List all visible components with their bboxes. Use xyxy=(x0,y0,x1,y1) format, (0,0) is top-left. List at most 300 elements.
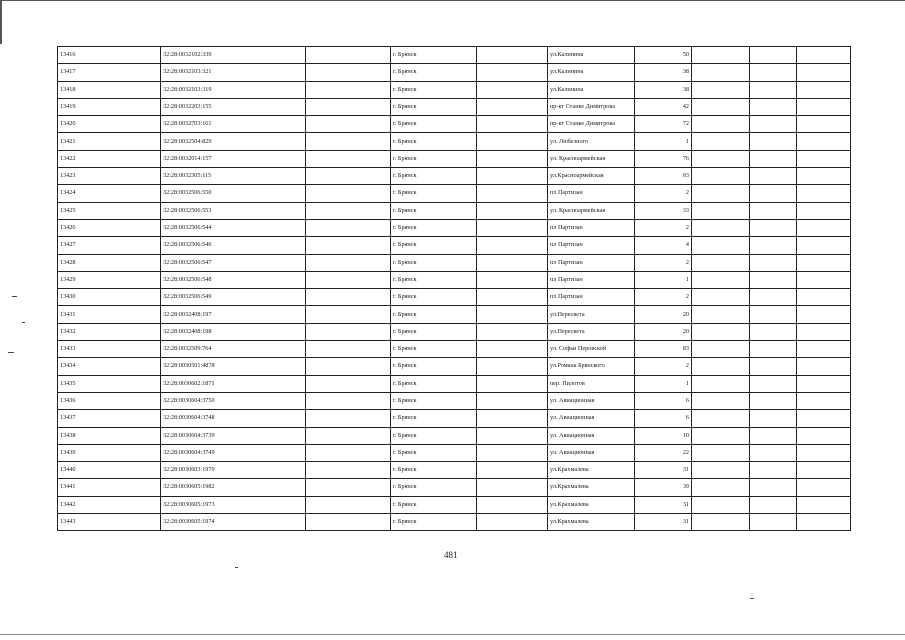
house-number-cell: 76 xyxy=(635,150,692,167)
house-number-cell: 20 xyxy=(635,323,692,340)
table-row xyxy=(58,444,851,461)
empty-cell xyxy=(477,392,548,409)
empty-cell xyxy=(797,323,851,340)
empty-cell xyxy=(306,358,391,375)
empty-cell xyxy=(477,496,548,513)
cadastral-number-cell: 32:28:0032203:155 xyxy=(161,98,306,115)
street-cell: ул.Крахмалева xyxy=(548,514,635,531)
empty-cell xyxy=(750,306,797,323)
empty-cell xyxy=(306,133,391,150)
table-row xyxy=(58,358,851,375)
empty-cell xyxy=(797,289,851,306)
house-number-cell: 4 xyxy=(635,237,692,254)
record-number-cell: 13439 xyxy=(58,444,161,461)
record-number-cell: 13443 xyxy=(58,514,161,531)
city-cell: г. Брянск xyxy=(391,427,477,444)
empty-cell xyxy=(477,462,548,479)
empty-cell xyxy=(306,306,391,323)
empty-cell xyxy=(306,47,391,64)
street-cell: ул.Крахмалева xyxy=(548,496,635,513)
house-number-cell: 42 xyxy=(635,98,692,115)
empty-cell xyxy=(797,479,851,496)
empty-cell xyxy=(306,185,391,202)
street-cell: пр-кт Станке Димитрова xyxy=(548,116,635,133)
record-number-cell: 13417 xyxy=(58,64,161,81)
street-cell: пл Партизан xyxy=(548,185,635,202)
empty-cell xyxy=(692,341,750,358)
register-table xyxy=(57,46,851,531)
empty-cell xyxy=(750,341,797,358)
cadastral-number-cell: 32:28:0032102:339 xyxy=(161,47,306,64)
house-number-cell: 31 xyxy=(635,514,692,531)
cadastral-number-cell: 32:28:0032408:198 xyxy=(161,323,306,340)
empty-cell xyxy=(692,306,750,323)
city-cell: г. Брянск xyxy=(391,150,477,167)
cadastral-number-cell: 32:28:0032014:157 xyxy=(161,150,306,167)
empty-cell xyxy=(750,64,797,81)
record-number-cell: 13424 xyxy=(58,185,161,202)
city-cell: г. Брянск xyxy=(391,116,477,133)
empty-cell xyxy=(692,462,750,479)
city-cell: г. Брянск xyxy=(391,306,477,323)
empty-cell xyxy=(692,375,750,392)
record-number-cell: 13430 xyxy=(58,289,161,306)
city-cell: г. Брянск xyxy=(391,289,477,306)
table-row xyxy=(58,289,851,306)
empty-cell xyxy=(306,341,391,358)
house-number-cell: 2 xyxy=(635,289,692,306)
empty-cell xyxy=(306,410,391,427)
table-row xyxy=(58,271,851,288)
cadastral-number-cell: 32:28:0032703:161 xyxy=(161,116,306,133)
empty-cell xyxy=(477,341,548,358)
empty-cell xyxy=(750,289,797,306)
street-cell: ул. Авиационная xyxy=(548,444,635,461)
empty-cell xyxy=(477,410,548,427)
house-number-cell: 2 xyxy=(635,254,692,271)
empty-cell xyxy=(306,479,391,496)
street-cell: ул.Калинина xyxy=(548,81,635,98)
empty-cell xyxy=(797,306,851,323)
street-cell: ул.Красноармейская xyxy=(548,168,635,185)
empty-cell xyxy=(750,98,797,115)
empty-cell xyxy=(750,514,797,531)
record-number-cell: 13419 xyxy=(58,98,161,115)
empty-cell xyxy=(750,219,797,236)
city-cell: г. Брянск xyxy=(391,202,477,219)
cadastral-number-cell: 32:28:0030603:1970 xyxy=(161,462,306,479)
cadastral-number-cell: 32:28:0032509:764 xyxy=(161,341,306,358)
empty-cell xyxy=(797,254,851,271)
table-row xyxy=(58,98,851,115)
table-row xyxy=(58,133,851,150)
table-row xyxy=(58,410,851,427)
house-number-cell: 1 xyxy=(635,271,692,288)
empty-cell xyxy=(750,271,797,288)
scan-speck xyxy=(12,296,17,297)
city-cell: г. Брянск xyxy=(391,185,477,202)
house-number-cell: 50 xyxy=(635,47,692,64)
empty-cell xyxy=(306,462,391,479)
empty-cell xyxy=(477,150,548,167)
empty-cell xyxy=(750,462,797,479)
empty-cell xyxy=(750,237,797,254)
city-cell: г. Брянск xyxy=(391,358,477,375)
record-number-cell: 13426 xyxy=(58,219,161,236)
city-cell: г. Брянск xyxy=(391,98,477,115)
table-row xyxy=(58,150,851,167)
street-cell: ул.Калинина xyxy=(548,47,635,64)
empty-cell xyxy=(477,479,548,496)
empty-cell xyxy=(750,116,797,133)
cadastral-number-cell: 32:28:0032506:547 xyxy=(161,254,306,271)
empty-cell xyxy=(477,64,548,81)
empty-cell xyxy=(692,81,750,98)
house-number-cell: 38 xyxy=(635,64,692,81)
cadastral-number-cell: 32:28:0030604:3739 xyxy=(161,427,306,444)
house-number-cell: 22 xyxy=(635,444,692,461)
empty-cell xyxy=(750,444,797,461)
cadastral-number-cell: 32:28:0030602:1871 xyxy=(161,375,306,392)
empty-cell xyxy=(750,202,797,219)
scan-speck xyxy=(235,567,238,568)
record-number-cell: 13432 xyxy=(58,323,161,340)
empty-cell xyxy=(750,427,797,444)
street-cell: ул. Софьи Перовской xyxy=(548,341,635,358)
empty-cell xyxy=(692,64,750,81)
scan-edge-top xyxy=(0,0,905,1)
scan-speck xyxy=(22,322,25,323)
cadastral-number-cell: 32:28:0032506:550 xyxy=(161,185,306,202)
cadastral-number-cell: 32:28:0032103:321 xyxy=(161,64,306,81)
cadastral-number-cell: 32:28:0030604:3750 xyxy=(161,392,306,409)
table-row xyxy=(58,496,851,513)
scan-edge-bottom xyxy=(0,634,905,635)
cadastral-number-cell: 32:28:0032504:829 xyxy=(161,133,306,150)
empty-cell xyxy=(477,219,548,236)
empty-cell xyxy=(692,323,750,340)
table-row xyxy=(58,479,851,496)
record-number-cell: 13435 xyxy=(58,375,161,392)
empty-cell xyxy=(477,306,548,323)
empty-cell xyxy=(306,202,391,219)
city-cell: г. Брянск xyxy=(391,410,477,427)
house-number-cell: 39 xyxy=(635,479,692,496)
table-row xyxy=(58,47,851,64)
street-cell: пер. Пилотов xyxy=(548,375,635,392)
city-cell: г. Брянск xyxy=(391,479,477,496)
record-number-cell: 13422 xyxy=(58,150,161,167)
city-cell: г. Брянск xyxy=(391,323,477,340)
street-cell: пр-кт Станке Димитрова xyxy=(548,98,635,115)
record-number-cell: 13440 xyxy=(58,462,161,479)
cadastral-number-cell: 32:28:0030605:1973 xyxy=(161,496,306,513)
empty-cell xyxy=(797,375,851,392)
table-row xyxy=(58,514,851,531)
street-cell: ул. Авиационная xyxy=(548,392,635,409)
record-number-cell: 13433 xyxy=(58,341,161,358)
cadastral-number-cell: 32:28:0030501:4878 xyxy=(161,358,306,375)
empty-cell xyxy=(692,289,750,306)
empty-cell xyxy=(306,496,391,513)
record-number-cell: 13436 xyxy=(58,392,161,409)
street-cell: ул. Красноармейская xyxy=(548,150,635,167)
house-number-cell: 6 xyxy=(635,410,692,427)
empty-cell xyxy=(692,133,750,150)
city-cell: г. Брянск xyxy=(391,237,477,254)
empty-cell xyxy=(306,98,391,115)
table-row xyxy=(58,323,851,340)
city-cell: г. Брянск xyxy=(391,392,477,409)
record-number-cell: 13421 xyxy=(58,133,161,150)
empty-cell xyxy=(306,514,391,531)
house-number-cell: 83 xyxy=(635,341,692,358)
empty-cell xyxy=(797,271,851,288)
table-row xyxy=(58,81,851,98)
empty-cell xyxy=(797,185,851,202)
cadastral-number-cell: 32:28:0032506:548 xyxy=(161,271,306,288)
cadastral-number-cell: 32:28:0030604:3748 xyxy=(161,410,306,427)
empty-cell xyxy=(477,254,548,271)
city-cell: г. Брянск xyxy=(391,47,477,64)
record-number-cell: 13441 xyxy=(58,479,161,496)
table-row xyxy=(58,185,851,202)
empty-cell xyxy=(692,254,750,271)
empty-cell xyxy=(797,168,851,185)
city-cell: г. Брянск xyxy=(391,375,477,392)
empty-cell xyxy=(477,133,548,150)
empty-cell xyxy=(692,47,750,64)
empty-cell xyxy=(797,496,851,513)
cadastral-number-cell: 32:28:0032506:546 xyxy=(161,237,306,254)
house-number-cell: 2 xyxy=(635,219,692,236)
street-cell: ул. Красноармейская xyxy=(548,202,635,219)
empty-cell xyxy=(797,150,851,167)
empty-cell xyxy=(477,47,548,64)
empty-cell xyxy=(750,47,797,64)
empty-cell xyxy=(306,375,391,392)
empty-cell xyxy=(797,47,851,64)
street-cell: ул.Пересвета xyxy=(548,323,635,340)
empty-cell xyxy=(692,168,750,185)
cadastral-number-cell: 32:28:0032408:197 xyxy=(161,306,306,323)
empty-cell xyxy=(306,219,391,236)
house-number-cell: 20 xyxy=(635,306,692,323)
street-cell: пл Партизан xyxy=(548,237,635,254)
page-number: 481 xyxy=(444,550,458,560)
street-cell: пл Партизан xyxy=(548,254,635,271)
city-cell: г. Брянск xyxy=(391,271,477,288)
street-cell: ул.Романа Брянского xyxy=(548,358,635,375)
empty-cell xyxy=(477,444,548,461)
cadastral-number-cell: 32:28:0030605:1974 xyxy=(161,514,306,531)
empty-cell xyxy=(477,323,548,340)
cadastral-number-cell: 32:28:0032506:553 xyxy=(161,202,306,219)
scan-speck xyxy=(8,352,14,353)
city-cell: г. Брянск xyxy=(391,496,477,513)
house-number-cell: 2 xyxy=(635,185,692,202)
empty-cell xyxy=(692,185,750,202)
empty-cell xyxy=(692,116,750,133)
street-cell: ул.Пересвета xyxy=(548,306,635,323)
street-cell: пл Партизан xyxy=(548,289,635,306)
empty-cell xyxy=(477,289,548,306)
city-cell: г. Брянск xyxy=(391,168,477,185)
empty-cell xyxy=(692,202,750,219)
empty-cell xyxy=(692,98,750,115)
empty-cell xyxy=(477,185,548,202)
cadastral-number-cell: 32:28:0032103:319 xyxy=(161,81,306,98)
empty-cell xyxy=(750,254,797,271)
empty-cell xyxy=(477,427,548,444)
cadastral-number-cell: 32:28:0030605:1982 xyxy=(161,479,306,496)
empty-cell xyxy=(797,410,851,427)
empty-cell xyxy=(477,375,548,392)
city-cell: г. Брянск xyxy=(391,254,477,271)
city-cell: г. Брянск xyxy=(391,81,477,98)
table-row xyxy=(58,254,851,271)
house-number-cell: 2 xyxy=(635,358,692,375)
empty-cell xyxy=(306,81,391,98)
table-row xyxy=(58,427,851,444)
table-row xyxy=(58,341,851,358)
street-cell: ул.Крахмалева xyxy=(548,479,635,496)
empty-cell xyxy=(306,392,391,409)
empty-cell xyxy=(477,514,548,531)
table-row xyxy=(58,202,851,219)
city-cell: г. Брянск xyxy=(391,64,477,81)
empty-cell xyxy=(797,219,851,236)
house-number-cell: 33 xyxy=(635,202,692,219)
empty-cell xyxy=(477,168,548,185)
empty-cell xyxy=(692,427,750,444)
empty-cell xyxy=(306,237,391,254)
record-number-cell: 13418 xyxy=(58,81,161,98)
empty-cell xyxy=(797,358,851,375)
empty-cell xyxy=(692,444,750,461)
empty-cell xyxy=(692,392,750,409)
empty-cell xyxy=(306,427,391,444)
empty-cell xyxy=(750,168,797,185)
empty-cell xyxy=(750,150,797,167)
empty-cell xyxy=(750,479,797,496)
table-row xyxy=(58,64,851,81)
empty-cell xyxy=(750,133,797,150)
cadastral-number-cell: 32:28:0030604:3749 xyxy=(161,444,306,461)
empty-cell xyxy=(750,323,797,340)
empty-cell xyxy=(797,514,851,531)
empty-cell xyxy=(477,81,548,98)
empty-cell xyxy=(797,444,851,461)
street-cell: ул. Авиационная xyxy=(548,427,635,444)
empty-cell xyxy=(477,116,548,133)
table-row xyxy=(58,392,851,409)
city-cell: г. Брянск xyxy=(391,133,477,150)
empty-cell xyxy=(750,496,797,513)
empty-cell xyxy=(692,219,750,236)
street-cell: пл Партизан xyxy=(548,271,635,288)
empty-cell xyxy=(692,358,750,375)
record-number-cell: 13434 xyxy=(58,358,161,375)
empty-cell xyxy=(750,392,797,409)
street-cell: ул.Крахмалева xyxy=(548,462,635,479)
empty-cell xyxy=(692,271,750,288)
table-row xyxy=(58,237,851,254)
empty-cell xyxy=(797,81,851,98)
table-row xyxy=(58,306,851,323)
city-cell: г. Брянск xyxy=(391,444,477,461)
empty-cell xyxy=(797,341,851,358)
record-number-cell: 13420 xyxy=(58,116,161,133)
empty-cell xyxy=(797,237,851,254)
city-cell: г. Брянск xyxy=(391,514,477,531)
empty-cell xyxy=(692,237,750,254)
empty-cell xyxy=(306,64,391,81)
empty-cell xyxy=(750,410,797,427)
empty-cell xyxy=(477,237,548,254)
empty-cell xyxy=(306,150,391,167)
empty-cell xyxy=(306,116,391,133)
house-number-cell: 1 xyxy=(635,133,692,150)
street-cell: ул. Любезного xyxy=(548,133,635,150)
house-number-cell: 93 xyxy=(635,168,692,185)
house-number-cell: 10 xyxy=(635,427,692,444)
record-number-cell: 13438 xyxy=(58,427,161,444)
record-number-cell: 13416 xyxy=(58,47,161,64)
city-cell: г. Брянск xyxy=(391,341,477,358)
empty-cell xyxy=(797,116,851,133)
empty-cell xyxy=(692,514,750,531)
scan-speck xyxy=(750,598,754,599)
empty-cell xyxy=(306,254,391,271)
empty-cell xyxy=(750,375,797,392)
scan-edge-left xyxy=(0,0,2,44)
empty-cell xyxy=(797,462,851,479)
empty-cell xyxy=(750,81,797,98)
record-number-cell: 13442 xyxy=(58,496,161,513)
city-cell: г. Брянск xyxy=(391,219,477,236)
city-cell: г. Брянск xyxy=(391,462,477,479)
record-number-cell: 13427 xyxy=(58,237,161,254)
empty-cell xyxy=(692,496,750,513)
empty-cell xyxy=(797,392,851,409)
empty-cell xyxy=(477,98,548,115)
empty-cell xyxy=(306,168,391,185)
house-number-cell: 31 xyxy=(635,496,692,513)
cadastral-number-cell: 32:28:0032305:115 xyxy=(161,168,306,185)
empty-cell xyxy=(692,479,750,496)
street-cell: ул. Авиационная xyxy=(548,410,635,427)
record-number-cell: 13425 xyxy=(58,202,161,219)
empty-cell xyxy=(797,98,851,115)
table-row xyxy=(58,375,851,392)
table-row xyxy=(58,168,851,185)
empty-cell xyxy=(306,289,391,306)
cadastral-number-cell: 32:28:0032506:544 xyxy=(161,219,306,236)
empty-cell xyxy=(477,202,548,219)
record-number-cell: 13423 xyxy=(58,168,161,185)
street-cell: ул.Калинина xyxy=(548,64,635,81)
table-row xyxy=(58,462,851,479)
house-number-cell: 6 xyxy=(635,392,692,409)
empty-cell xyxy=(306,444,391,461)
house-number-cell: 1 xyxy=(635,375,692,392)
empty-cell xyxy=(306,271,391,288)
record-number-cell: 13431 xyxy=(58,306,161,323)
record-number-cell: 13437 xyxy=(58,410,161,427)
empty-cell xyxy=(797,133,851,150)
house-number-cell: 72 xyxy=(635,116,692,133)
